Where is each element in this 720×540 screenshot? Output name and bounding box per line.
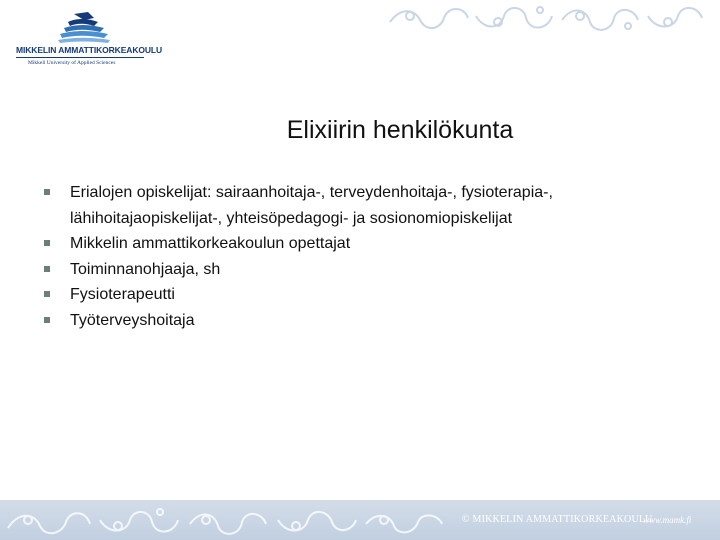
bullet-square-icon <box>44 240 50 246</box>
logo-divider <box>16 57 144 58</box>
bullet-square-icon <box>44 291 50 297</box>
bullet-text: Työterveyshoitaja <box>70 311 195 329</box>
bullet-item <box>44 257 664 283</box>
bullet-text: Fysioterapeutti <box>70 286 175 303</box>
bullet-item <box>44 231 664 257</box>
bullet-text: Mikkelin ammattikorkeakoulun opettajat <box>70 235 351 252</box>
bullet-square-icon <box>44 266 50 272</box>
bullet-square-icon <box>44 189 50 195</box>
logo <box>12 10 163 70</box>
bullet-square-icon <box>44 317 50 323</box>
bullet-item <box>44 308 664 334</box>
wave-ornament-bottom <box>0 500 460 540</box>
bullet-item <box>44 282 664 308</box>
bullet-text: Erialojen opiskelijat: sairaanhoitaja-, terveydenhoitaja-, fysioterapia-, lähihoitajaopiskelijat-, yhteisöpedagogi- ja sosionomiopiskelijat <box>70 184 553 227</box>
bullet-item <box>44 180 664 231</box>
logo-wave-icon <box>54 10 112 44</box>
bullet-text: Toiminnanohjaaja, sh <box>70 260 221 278</box>
slide-title: Elixiirin henkilökunta <box>286 116 514 144</box>
slide-title-row <box>0 116 720 145</box>
logo-name: MIKKELIN AMMATTIKORKEAKOULU <box>16 45 163 55</box>
footer-url[interactable]: www.mamk.fi <box>643 515 692 525</box>
bullet-list <box>44 180 664 333</box>
footer-band <box>0 500 720 540</box>
logo-subtitle: Mikkeli University of Applied Sciences <box>28 60 116 66</box>
footer-copyright: © MIKKELIN AMMATTIKORKEAKOULU <box>462 514 653 525</box>
wave-ornament-top <box>380 0 720 40</box>
